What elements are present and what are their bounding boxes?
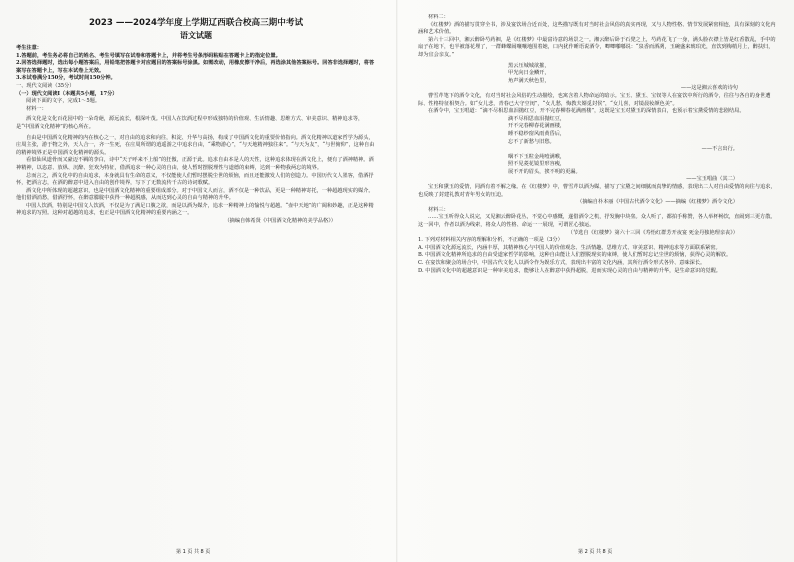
paragraph: 总而言之，酒文化中的自由追求，本身就具有生命的意义，不仅能使人们暂时摆脱尘世的烦恼，而且还能激发人们的创造力。中国历代文人墨客，借酒抒怀，把酒言志，在酒的醉意中进入自由的创作境界，写下了无数流传千古的诗词歌赋。 (16, 172, 374, 187)
notice-heading: 考生注意： (16, 45, 42, 51)
source-note: （节选自《红楼梦》第六十三回《寿怡红群芳开夜宴 死金丹独艳理亲丧》） (567, 229, 738, 236)
notice-item: 2.回答选择题时，选出每小题答案后，用铅笔把答题卡对应题目的答案标号涂黑。如需改动，用橡皮擦干净后，再选涂其他答案标号。回答非选择题时，将答案写在答题卡上，写在本试卷上无效。 (16, 60, 375, 74)
source-note: （摘编自韩希贤《中国酒文化精神的美学品格》） (224, 218, 336, 225)
option: C. 在宴饮和聚会的场合中，中国古代文化人以酒令作为娱乐方式，表现出丰富的文化内涵，其所行酒令形式各异、意味深长。 (418, 260, 706, 266)
paragraph: 自由是中国酒文化精神的内在核心之一，对自由的追求和向往，积淀、升华与高扬，构成了中国酒文化的重要价值指向。酒文化精神以道家哲学为源头，庄周主张，游于物之外，天人合一，齐一生死，在庄周所谓的逍遥游之中追求自由，“乘物游心”，“与天地精神独往来”。“与天为友”，“与世俯仰”，这种自由的精神境界正是中国酒文化精神的源头。 (16, 134, 375, 156)
paragraph: 酒文化是文化百花园中的一朵奇葩，源远流长，根深叶茂。中国人在饮酒过程中形成独特的价值观、生活情趣、思维方式、审美意识、精神追求等，是“中国酒文化精神”的核心所在。 (16, 116, 364, 130)
poem-line: 咽不下玉粒金莼噎满喉， (508, 153, 566, 160)
poem-line: 开不完春柳春花满画楼， (508, 123, 566, 130)
poem-line: 角声满天秋色里， (508, 77, 550, 84)
question: 1. 下列对材料相关内容的理解和分析，不正确的一项是（3分） (418, 237, 563, 244)
paragraph: 酒文化中所体现的超越意识，也是中国酒文化精神的重要组成部分。对于中国文人而言，酒不仅是一种饮品，更是一种精神寄托，一种超越现实的媒介。他们借酒消愁，借酒抒怀，在醉意朦胧中获得一种超脱感，从而达到心灵的自由与精神的升华。 (16, 187, 374, 202)
page-fold (396, 0, 398, 562)
poem-line: 黑云压城城欲摧， (508, 62, 550, 69)
paragraph: 看似仙风道骨而又豪迈不羁的李白，诗中“天子呼来不上船”的狂傲，正源于此。追求自由本是人的天性，这种追求体现在酒文化上，便有了酒神精神。酒神精神，以恣意、放纵、沉醉、狂欢为特征，借酒追求一种心灵的自由，使人暂时摆脱理性与道德的束缚，达到一种物我两忘的境界。 (16, 157, 374, 171)
option: B. 中国酒文化精神所追求的自由受道家哲学的影响，这种自由能让人们摆脱现实的束缚，使人们暂时忘记尘世的烦恼，获得心灵的解放。 (418, 252, 732, 259)
poem-line: 展不开的眉头，挨不明的更漏。 (508, 168, 581, 175)
material-label: 材料一： (26, 105, 47, 112)
page-number: 第 1 页 共 8 页 (176, 549, 211, 555)
notice-item: 3.本试卷满分150分，考试时间150分钟。 (16, 75, 116, 82)
option: A. 中国酒文化源远流长，内涵丰厚，其精神核心与中国人的价值观念、生活情趣、思维方式、审美意识、精神追求等方面联系紧密。 (418, 244, 721, 251)
poem-source: ——宝玉唱曲（其二） (686, 176, 738, 183)
paragraph: 第六十三回中，湘云醉卧芍药裀，是《红楼梦》中最富诗意的场景之一。湘云醉后卧于石凳之上，芍药花飞了一身，满头脸衣襟上皆是红香散乱，手中的扇子在地下，也半被落花埋了，一群蜂蝶闹嚷嚷地围着她，口内犹作睡语说酒令，唧唧嘟嘟说：“泉香而酒冽，玉碗盛来琥珀光，直饮到梅梢月上，醉扶归，却为宜会亲友。” (418, 36, 776, 58)
right-page (418, 14, 778, 544)
paragraph: ……宝玉听得众人说完，又见湘云醉卧花丛，不觉心中感慨，遂借酒令之机，抒发胸中块垒。众人听了，都拍手称赞，各人举杯畅饮，直闹到三更方散。这一回中，作者以酒为线索，将众人的性格、命运一一展现，可谓匠心独运。 (418, 214, 776, 229)
subsection-heading: （一）现代文阅读Ⅰ（本题共5小题，17分） (16, 90, 118, 97)
poem-source: ——这是湘云喜欢的诗句 (680, 85, 738, 92)
left-page (16, 14, 376, 544)
poem-line: 照不见菱花镜里形容瘦， (508, 161, 566, 168)
section-heading: 一、现代文阅读（35分） (16, 82, 75, 89)
paragraph: 《红楼梦》酒的描写贯穿全书，涉及宴饮场合近百处，这些描写既有对当时社会风俗的真实再现，又与人物性格、情节发展紧密相连，具有深刻的文化内涵和艺术价值。 (418, 21, 776, 36)
paragraph: 在酒令中，宝玉唱道：“滴不尽相思血泪抛红豆，开不完春柳春花满画楼”，这既是宝玉对黛玉的深情表白，也预示着宝黛爱情的悲剧结局。 (428, 108, 745, 115)
exam-title: 2023 ——2024学年度上学期辽西联合校高三期中考试 (88, 18, 304, 28)
material-label: 材料二： (428, 14, 449, 20)
poem-line: 甲光向日金鳞开， (508, 70, 550, 77)
poem-line: 睡不稳纱窗风雨黄昏后， (508, 130, 566, 137)
material-label: 材料三： (428, 206, 449, 213)
source-note: （摘编自朴本丽《中国古代酒令文化》——摘编《红楼梦》酒令文化） (577, 199, 738, 206)
paragraph: 曹雪芹笔下的酒令文化，有对当时社会风俗的生动描绘，也寓含着人物命运的暗示。宝玉、黛玉、宝钗等人在宴饮中所行的酒令，往往与各自的身世遭际、性格特征相契合。如“女儿悲，青春已大守空闺”，“女儿愁，悔教夫婿觅封侯”，“女儿喜，对镜晨妆颜色美”。 (418, 92, 771, 107)
page-number: 第 2 页 共 8 页 (578, 549, 613, 555)
exam-subtitle: 语文试题 (180, 31, 212, 40)
paragraph: 中国人饮酒，特别是中国文人饮酒，不仅是为了满足口腹之欲，而是以酒为媒介，追求一种精神上的愉悦与超越。“壶中天地”的广阔和妙趣，正是这种精神追求的写照。这种对超越的追求，也正是中国酒文化精神的重要内涵之一。 (16, 202, 374, 217)
poem-line: 忘不了新愁与旧愁。 (508, 138, 555, 145)
notice-item: 1.答题前，考生务必将自己的姓名、考生号填写在试卷和答题卡上，并将考生号条形码粘贴在答题卡上的指定位置。 (16, 52, 281, 59)
poem-tag: ——不言出行。 (701, 146, 738, 153)
paragraph: 宝玉和黛玉的爱情，同酒有着不解之缘。在《红楼梦》中，曹雪芹以酒为媒，描写了宝黛之间细腻而真挚的情感，表现出二人对自由爱情的向往与追求，也反映了封建礼教对青年男女的压迫。 (418, 184, 776, 198)
option: D. 中国酒文化中的超越意识是一种审美追求，能够让人在醉意中获得超脱，进而实现心灵的自由与精神的升华，是生命意识的觉醒。 (418, 267, 721, 274)
instruction: 阅读下面的文字，完成1～5题。 (26, 98, 101, 105)
poem-line: 滴不尽相思血泪抛红豆， (508, 115, 566, 122)
